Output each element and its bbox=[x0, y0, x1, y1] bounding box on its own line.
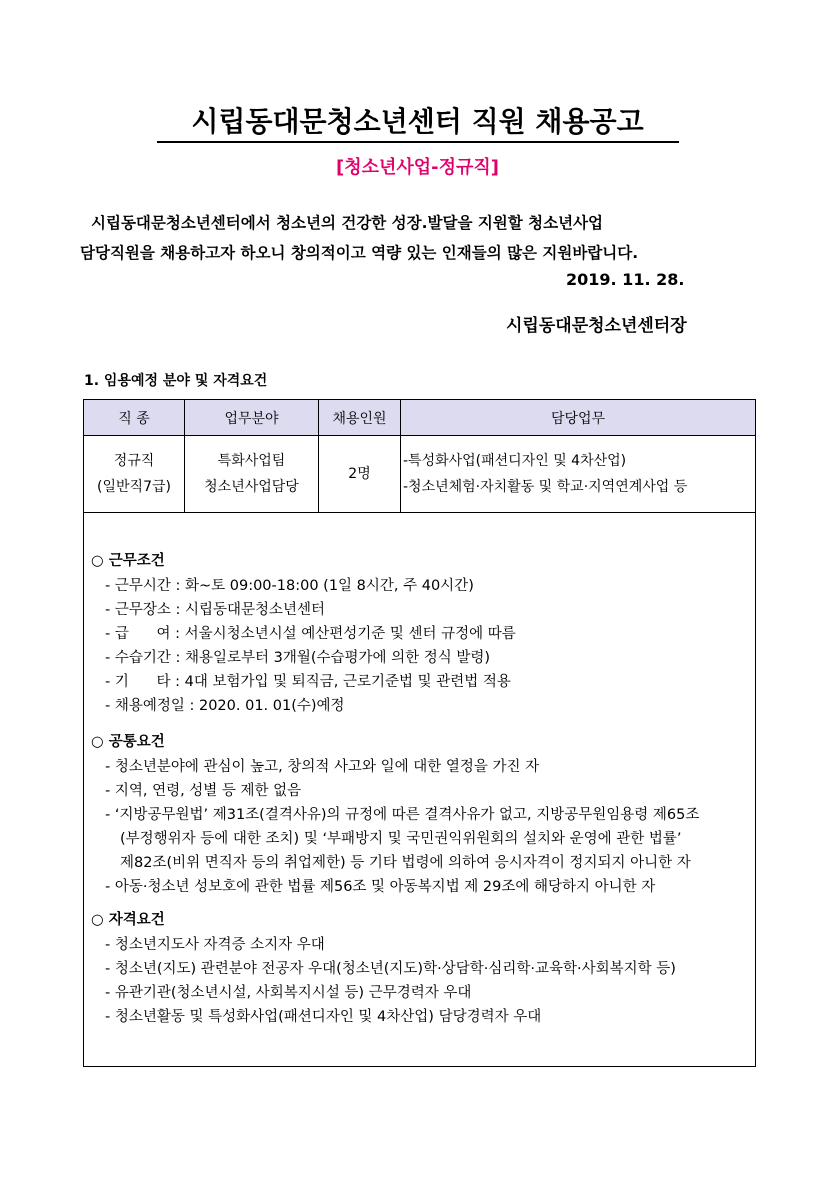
title-underline bbox=[157, 141, 679, 143]
intro-line-2: 담당직원을 채용하고자 하오니 창의적이고 역량 있는 인재들의 많은 지원바랍니다. bbox=[80, 244, 639, 262]
job-type-line: (일반직7급) bbox=[97, 479, 171, 495]
common-requirements-heading: ○ 공통요건 bbox=[91, 734, 165, 750]
field-line: 특화사업팀 bbox=[217, 453, 286, 469]
page-subtitle: [청소년사업-정규직] bbox=[335, 157, 500, 178]
work-conditions-section bbox=[91, 549, 516, 718]
cell-field bbox=[185, 436, 319, 513]
header-job-type: 직 종 bbox=[84, 400, 185, 436]
duty-item: -특성화사업(패션디자인 및 4차산업) bbox=[403, 453, 627, 469]
list-item: - 청소년(지도) 관련분야 전공자 우대(청소년(지도)학·상담학·심리학·교육학·사회복지학 등) bbox=[105, 961, 676, 977]
list-item: - 유관기관(청소년시설, 사회복지시설 등) 근무경력자 우대 bbox=[105, 985, 472, 1001]
common-requirements-section bbox=[91, 730, 699, 899]
list-item: - ‘지방공무원법’ 제31조(결격사유)의 규정에 따른 결격사유가 없고, 지방공무원임용령 제65조 bbox=[105, 807, 700, 823]
list-item: - 급 여 : 서울시청소년시설 예산편성기준 및 센터 규정에 따름 bbox=[105, 626, 516, 642]
list-item: - 기 타 : 4대 보험가입 및 퇴직금, 근로기준법 및 관련법 적용 bbox=[105, 674, 511, 690]
qualifications-section bbox=[91, 908, 676, 1029]
job-type-line: 정규직 bbox=[113, 453, 155, 469]
intro-line-1: 시립동대문청소년센터에서 청소년의 건강한 성장.발달을 지원할 청소년사업 bbox=[91, 214, 604, 232]
cell-count: 2명 bbox=[319, 436, 401, 513]
recruitment-table bbox=[83, 399, 756, 513]
list-item: - 수습기간 : 채용일로부터 3개월(수습평가에 의한 정식 발령) bbox=[105, 650, 491, 666]
work-conditions-heading: ○ 근무조건 bbox=[91, 553, 165, 569]
list-item: - 청소년지도사 자격증 소지자 우대 bbox=[105, 937, 325, 953]
table-header-row bbox=[84, 400, 756, 436]
list-item: - 근무장소 : 시립동대문청소년센터 bbox=[105, 602, 326, 618]
list-item: - 아동·청소년 성보호에 관한 법률 제56조 및 아동복지법 제 29조에 해당하지 아니한 자 bbox=[105, 879, 656, 895]
header-count: 채용인원 bbox=[319, 400, 401, 436]
list-item: - 채용예정일 : 2020. 01. 01(수)예정 bbox=[105, 698, 345, 714]
list-item: - 청소년활동 및 특성화사업(패션디자인 및 4차산업) 담당경력자 우대 bbox=[105, 1009, 542, 1025]
qualifications-heading: ○ 자격요건 bbox=[91, 912, 165, 928]
announcement-date: 2019. 11. 28. bbox=[566, 270, 685, 289]
field-line: 청소년사업담당 bbox=[204, 479, 299, 495]
list-item: - 청소년분야에 관심이 높고, 창의적 사고와 일에 대한 열정을 가진 자 bbox=[105, 759, 540, 775]
cell-job-type bbox=[84, 436, 185, 513]
header-field: 업무분야 bbox=[185, 400, 319, 436]
list-item: (부정행위자 등에 대한 조치) 및 ‘부패방지 및 국민권익위원회의 설치와 운영에 관한 법률’ bbox=[120, 831, 682, 847]
section-heading: 1. 임용예정 분야 및 자격요건 bbox=[84, 373, 268, 389]
list-item: - 근무시간 : 화~토 09:00-18:00 (1일 8시간, 주 40시간) bbox=[105, 578, 474, 594]
table-row bbox=[84, 436, 756, 513]
organization-signature: 시립동대문청소년센터장 bbox=[506, 316, 687, 336]
cell-duties bbox=[401, 436, 756, 513]
list-item: - 지역, 연령, 성별 등 제한 없음 bbox=[105, 783, 302, 799]
header-duties: 담당업무 bbox=[401, 400, 756, 436]
list-item: 제82조(비위 면직자 등의 취업제한) 등 기타 법령에 의하여 응시자격이 정지되지 아니한 자 bbox=[120, 855, 691, 871]
page-title: 시립동대문청소년센터 직원 채용공고 bbox=[191, 105, 644, 138]
duty-item: -청소년체험·자치활동 및 학교·지역연계사업 등 bbox=[403, 479, 688, 495]
